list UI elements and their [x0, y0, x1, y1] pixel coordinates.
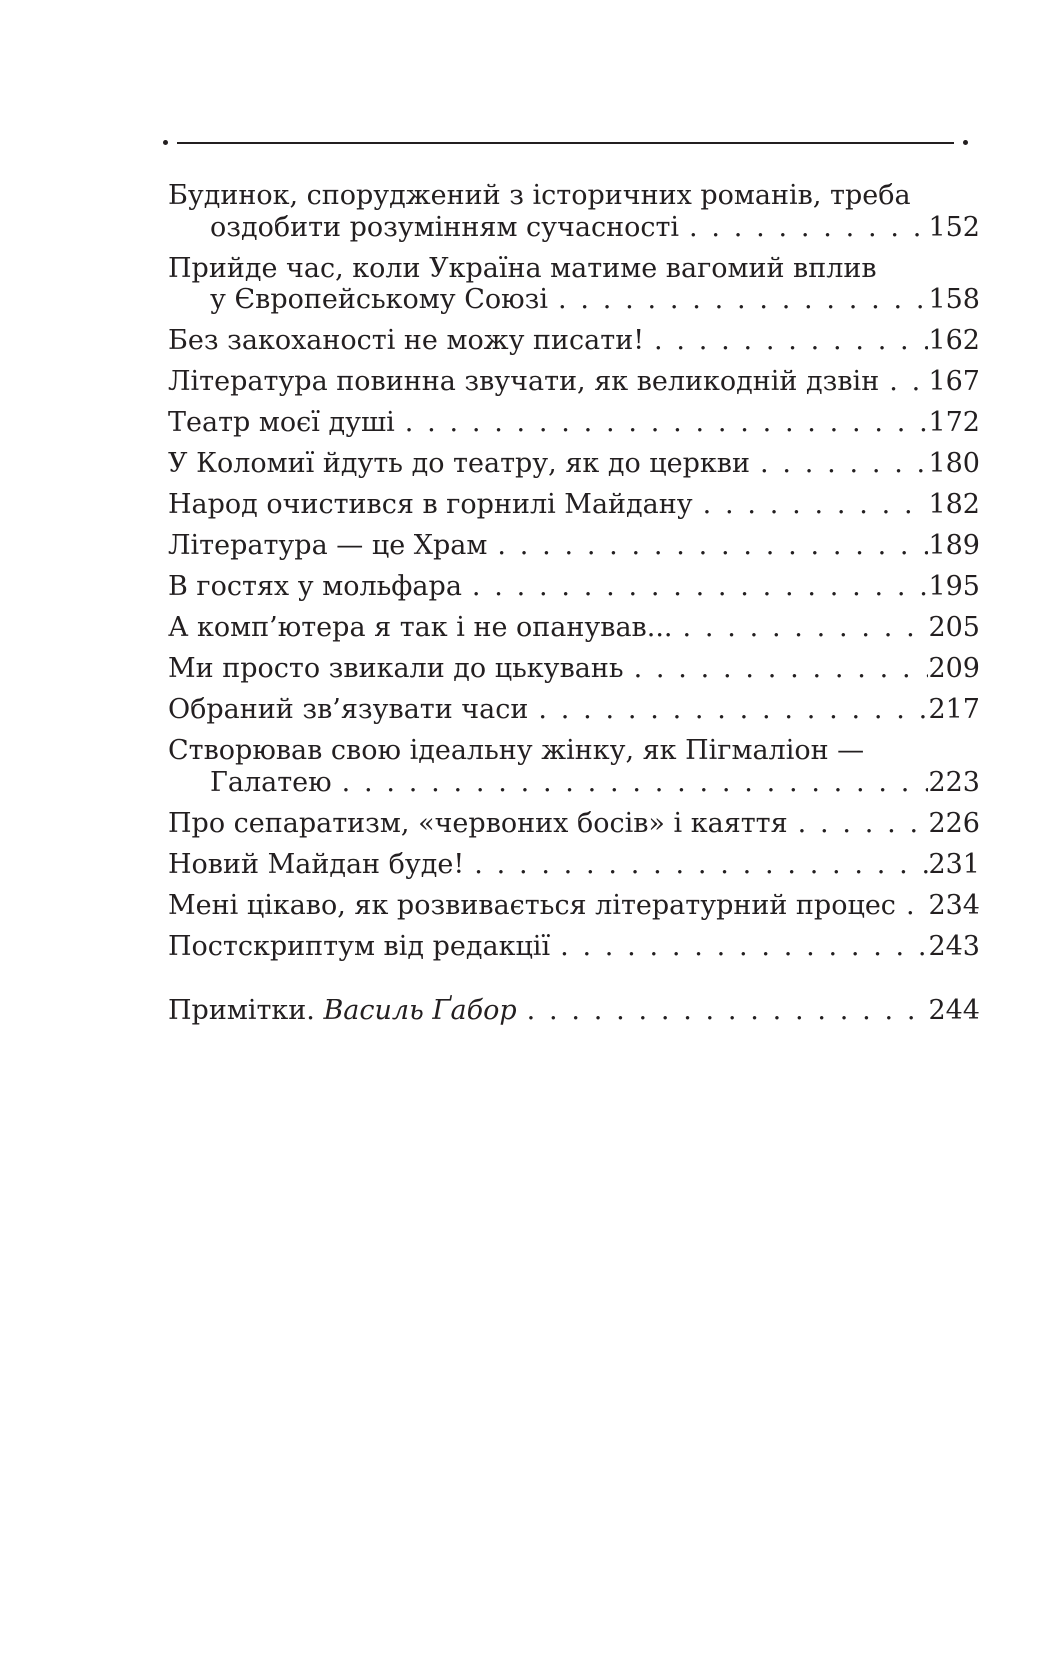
- toc-entry-title-cont: оздобити розумінням сучасності: [210, 211, 680, 243]
- toc-entry: [168, 808, 980, 840]
- dot-leader: [896, 890, 929, 922]
- toc-entry-title: Постскриптум від редакції: [168, 930, 551, 962]
- dot-leader: [672, 612, 928, 644]
- toc-entry-page: 223: [928, 766, 980, 798]
- rule-line: [177, 142, 954, 144]
- dot-leader: [693, 489, 929, 521]
- toc-entry: [168, 653, 980, 685]
- toc-entry-page: 205: [928, 612, 980, 643]
- toc-entry: [168, 325, 980, 357]
- toc-entry-title: Обраний зв’язувати часи: [168, 694, 529, 725]
- toc-entry: [168, 571, 980, 603]
- toc-entry-page: 231: [928, 848, 980, 880]
- toc-entry: [168, 407, 980, 439]
- toc-entry: [168, 694, 980, 726]
- toc-entry-page: 158: [928, 284, 980, 315]
- toc-entry-page: 182: [928, 489, 980, 520]
- toc-entry-title: Театр моєї душі: [168, 407, 395, 438]
- toc-entry-page: 172: [928, 407, 980, 438]
- toc-entry-title: Новий Майдан буде!: [168, 848, 465, 880]
- notes-title: Примітки.: [168, 995, 315, 1026]
- toc-entry: [168, 612, 980, 644]
- toc-entry-title: А комп’ютера я так і не опанував...: [168, 612, 673, 643]
- toc-entry-page: 189: [928, 530, 980, 561]
- toc-entry-page: 152: [928, 211, 980, 243]
- toc-entry-title: [168, 995, 517, 1027]
- dot-leader: [517, 995, 929, 1027]
- toc-entry-page: 195: [928, 571, 980, 602]
- toc-entry: [168, 931, 980, 963]
- toc-entry: [168, 849, 980, 881]
- toc-entry: [168, 890, 980, 922]
- toc-entry-page: 217: [928, 694, 980, 725]
- dot-leader: [464, 849, 928, 881]
- toc-entry: [168, 180, 980, 243]
- toc-entry: [168, 253, 980, 316]
- toc-entry-title: В гостях у мольфара: [168, 571, 462, 602]
- toc-entry: [168, 530, 980, 562]
- toc-entry-page: 209: [928, 653, 980, 684]
- toc-entry-title: Будинок, споруджений з історичних романів, треба: [168, 180, 911, 211]
- toc-entry-title: Прийде час, коли Україна матиме вагомий вплив: [168, 252, 877, 284]
- toc-entry-title: У Коломиї йдуть до театру, як до церкви: [168, 448, 750, 479]
- dot-leader: [528, 694, 928, 726]
- toc-entry-page: 234: [928, 889, 980, 921]
- toc-entry-page: 167: [928, 366, 980, 397]
- toc-entry-title: Ми просто звикали до цькувань: [168, 653, 624, 684]
- dot-leader: [788, 808, 929, 840]
- dot-leader: [487, 530, 928, 562]
- dot-leader: [395, 407, 929, 439]
- toc-entry-title: Про сепаратизм, «червоних босів» і каяття: [168, 807, 788, 839]
- toc-entry: [168, 448, 980, 480]
- toc-entry-page: 162: [928, 325, 980, 356]
- toc-entry-page: 226: [928, 807, 980, 839]
- toc-entry-title-cont: у Європейському Союзі: [210, 284, 549, 315]
- dot-leader: [462, 571, 929, 603]
- dot-leader: [879, 366, 928, 398]
- toc-entry-title: Народ очистився в горнилі Майдану: [168, 489, 693, 520]
- toc-entry-title: Література — це Храм: [168, 530, 488, 561]
- dot-leader: [624, 653, 929, 685]
- toc-entry-notes: [168, 995, 980, 1027]
- toc-entry: [168, 366, 980, 398]
- dot-leader: [750, 448, 928, 480]
- dot-leader: [679, 212, 928, 244]
- dot-leader: [550, 931, 928, 963]
- toc-entry-title: Література повинна звучати, як великодній дзвін: [168, 366, 880, 397]
- rule-dot-right: [963, 140, 968, 145]
- dot-leader: [332, 767, 929, 799]
- toc-entry: [168, 735, 980, 798]
- toc-entry-page: 180: [928, 448, 980, 479]
- rule-dot-left: [163, 140, 168, 145]
- toc-entry-title-cont: Галатею: [210, 766, 332, 798]
- dot-leader: [644, 325, 928, 357]
- notes-author: Василь Ґабор: [323, 995, 517, 1026]
- toc-entry-page: 243: [928, 930, 980, 962]
- header-rule: [163, 138, 968, 148]
- dot-leader: [548, 284, 928, 316]
- table-of-contents: [168, 180, 980, 1036]
- toc-entry: [168, 489, 980, 521]
- toc-entry-title: Без закоханості не можу писати!: [168, 325, 645, 356]
- toc-entry-page: 244: [928, 995, 980, 1026]
- toc-entry-title: Мені цікаво, як розвивається літературний процес: [168, 889, 896, 921]
- toc-entry-title: Створював свою ідеальну жінку, як Пігмаліон —: [168, 735, 865, 766]
